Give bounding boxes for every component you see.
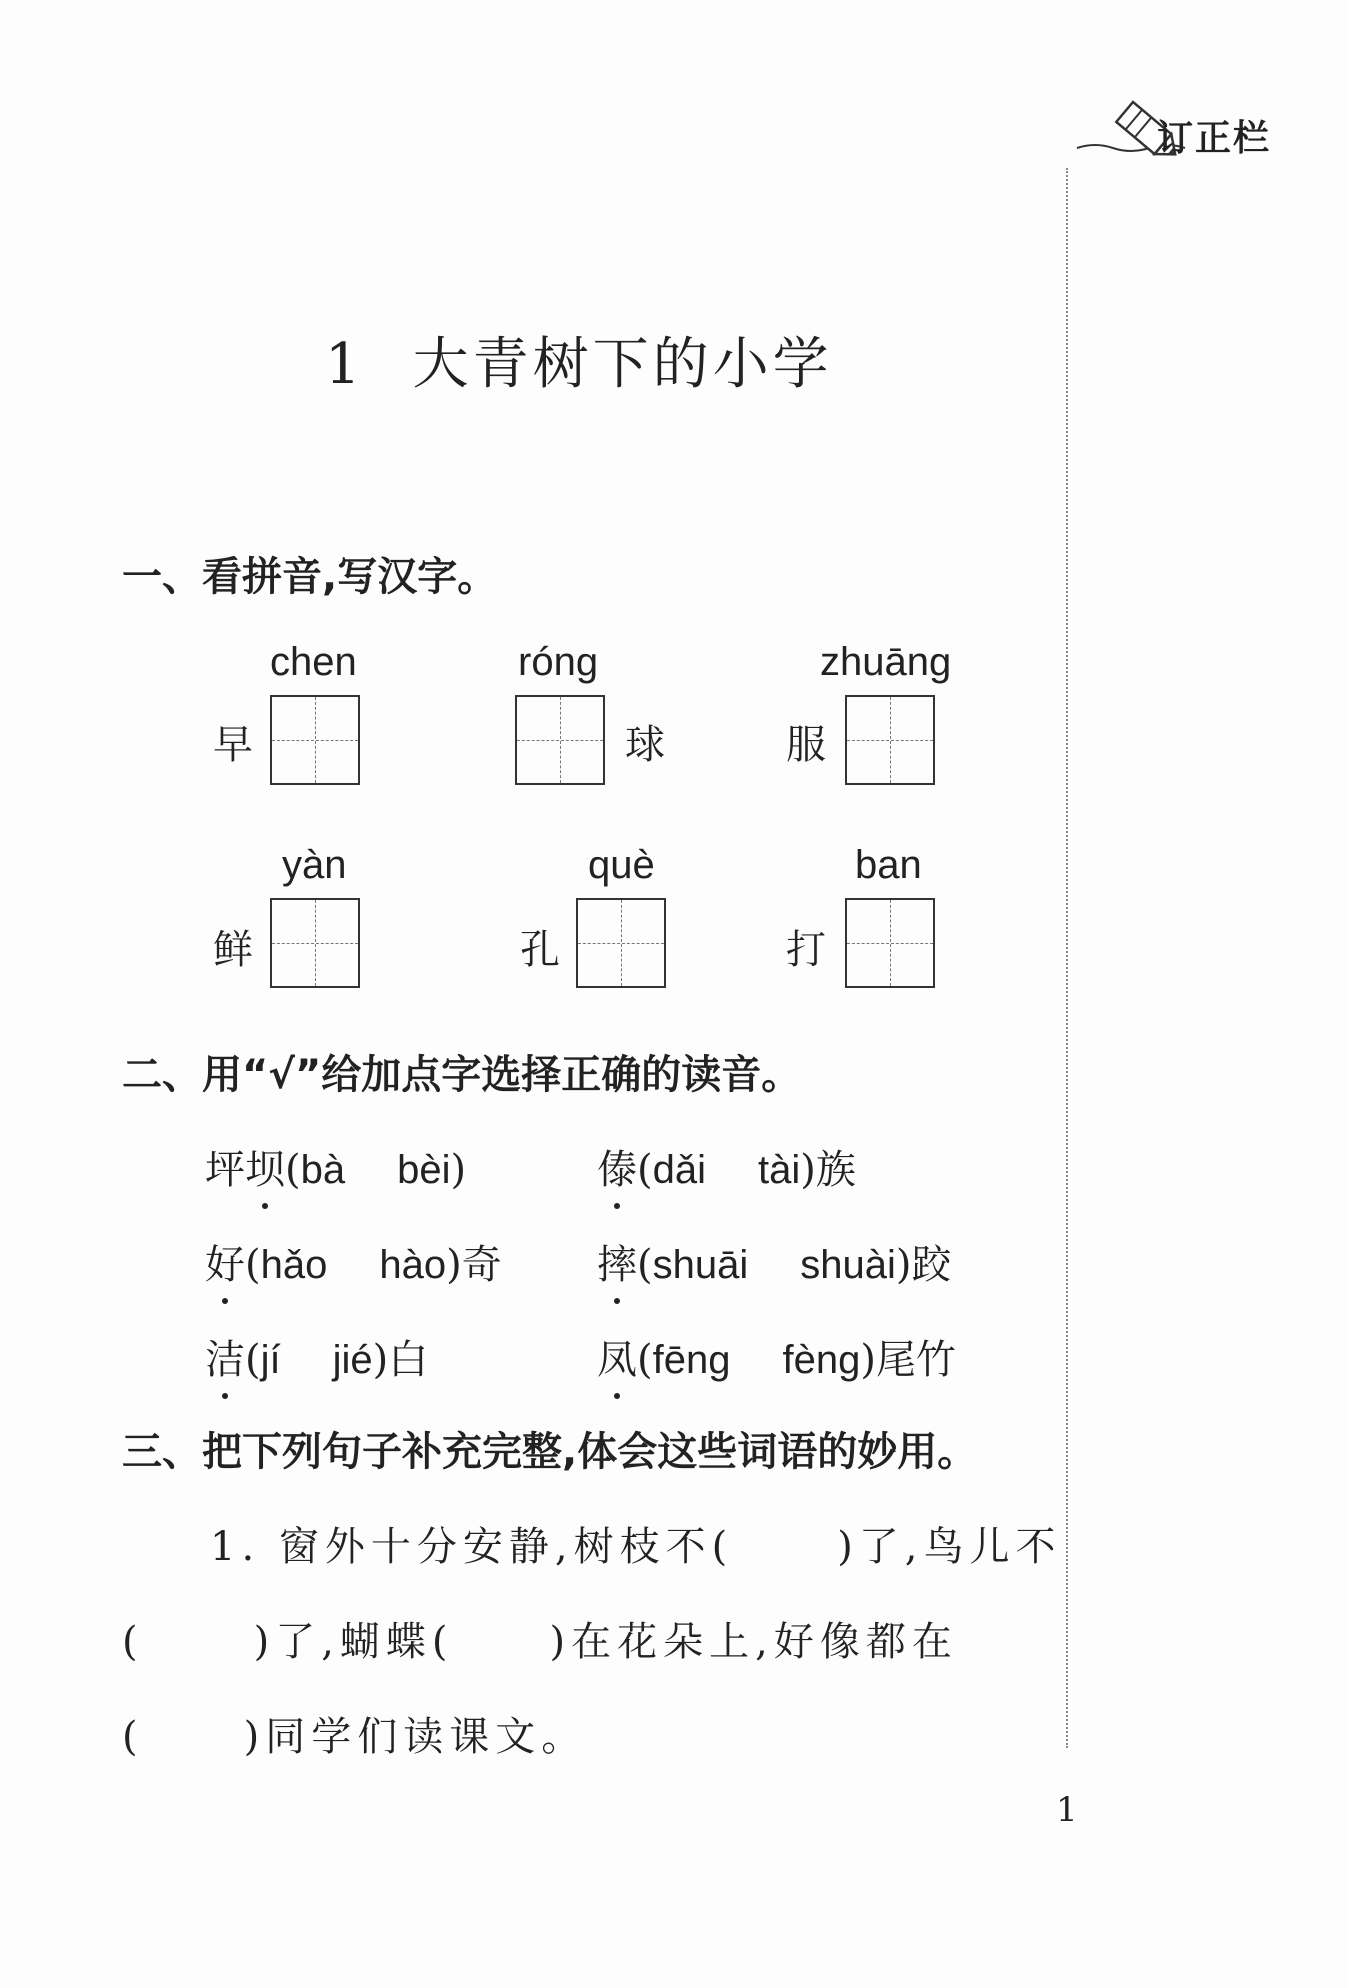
reading-option[interactable]: hào (379, 1243, 447, 1287)
pronunciation-item: 摔(shuāi shuài)跤 (597, 1233, 951, 1290)
pinyin-label: yàn (282, 843, 347, 887)
context-character: 白 (388, 1337, 429, 1383)
sentence-line (210, 1515, 1062, 1572)
writing-box[interactable] (515, 695, 605, 785)
context-character: 跤 (911, 1242, 952, 1288)
section-3-heading: 三、把下列句子补充完整,体会这些词语的妙用。 (122, 1429, 978, 1475)
context-character: 奇 (461, 1242, 502, 1288)
pinyin-label: róng (518, 640, 599, 684)
dotted-character: 好 (205, 1233, 245, 1290)
dotted-character: 洁 (205, 1328, 245, 1385)
context-character: 族 (815, 1147, 856, 1193)
writing-box[interactable] (845, 898, 935, 988)
writing-box[interactable] (270, 898, 360, 988)
sentence-text: 1. 窗外十分安静,树枝不( (210, 1524, 734, 1570)
given-character: 打 (786, 927, 826, 973)
given-character: 鲜 (213, 927, 253, 973)
pronunciation-item: 洁(jí jié)白 (205, 1328, 428, 1385)
dotted-character: 傣 (597, 1138, 637, 1195)
pinyin-label: ban (855, 843, 922, 887)
lesson-number: 1 (325, 332, 361, 397)
given-character: 服 (786, 722, 826, 768)
sentence-text: )在花朵上,好像都在 (549, 1619, 958, 1665)
sentence-text: ( (122, 1714, 144, 1760)
pronunciation-item: 凤(fēng fèng)尾竹 (597, 1328, 956, 1385)
given-character: 早 (213, 722, 253, 768)
reading-option[interactable]: shuāi (652, 1243, 749, 1287)
dotted-character: 摔 (597, 1233, 637, 1290)
correction-column-label: 订正栏 (1157, 118, 1272, 159)
sentence-line (122, 1610, 958, 1667)
reading-option[interactable]: bèi (397, 1148, 451, 1192)
section-2-heading: 二、用“√”给加点字选择正确的读音。 (122, 1052, 802, 1098)
writing-box[interactable] (845, 695, 935, 785)
lesson-title-text: 大青树下的小学 (412, 332, 833, 397)
reading-option[interactable]: jí (260, 1338, 281, 1382)
section-1-heading: 一、看拼音,写汉字。 (122, 554, 498, 600)
pinyin-label: zhuāng (820, 640, 952, 684)
pronunciation-item: 傣(dǎi tài)族 (597, 1138, 856, 1195)
pronunciation-item: 好(hǎo hào)奇 (205, 1233, 502, 1290)
sentence-line (122, 1705, 587, 1762)
reading-option[interactable]: bà (300, 1148, 346, 1192)
reading-option[interactable]: fēng (652, 1338, 731, 1382)
sentence-text: ( (122, 1619, 144, 1665)
reading-option[interactable]: shuài (800, 1243, 896, 1287)
context-character: 坪 (205, 1147, 245, 1193)
dotted-character: 坝 (245, 1138, 285, 1195)
page-number: 1 (1056, 1790, 1078, 1830)
reading-option[interactable]: tài (758, 1148, 801, 1192)
reading-option[interactable]: dǎi (652, 1148, 706, 1192)
pinyin-label: chen (270, 640, 357, 684)
sentence-text: )了,蝴蝶( (253, 1619, 454, 1665)
correction-divider (1066, 168, 1068, 1748)
pronunciation-item: 坪坝(bà bèi) (205, 1138, 466, 1195)
writing-box[interactable] (576, 898, 666, 988)
reading-option[interactable]: fèng (782, 1338, 861, 1382)
sentence-text: )同学们读课文。 (243, 1714, 588, 1760)
given-character: 球 (625, 722, 665, 768)
reading-option[interactable]: hǎo (260, 1243, 328, 1287)
dotted-character: 凤 (597, 1328, 637, 1385)
lesson-title (325, 320, 833, 400)
sentence-text: )了,鸟儿不 (837, 1524, 1062, 1570)
context-character: 尾竹 (875, 1337, 956, 1383)
given-character: 孔 (520, 927, 560, 973)
writing-box[interactable] (270, 695, 360, 785)
pinyin-label: què (588, 843, 655, 887)
reading-option[interactable]: jié (332, 1338, 373, 1382)
